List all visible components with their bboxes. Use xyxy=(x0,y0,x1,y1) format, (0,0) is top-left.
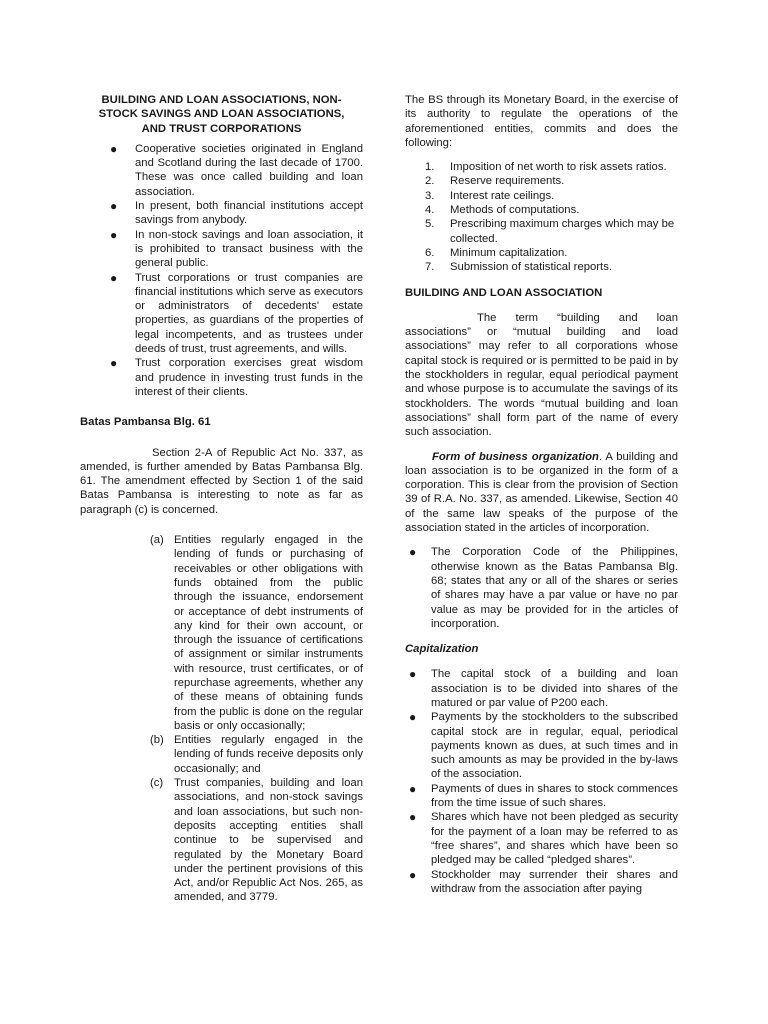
numbered-list xyxy=(405,160,678,274)
document-title: BUILDING AND LOAN ASSOCIATIONS, NON-STOCK SAVINGS AND LOAN ASSOCIATIONS, AND TRUST CORPORATIONS xyxy=(98,94,345,135)
list-item: ● In present, both financial institutions accept savings from anybody. xyxy=(110,199,363,227)
list-item: ● Payments by the stockholders to the subscribed capital stock are in regular, equal, periodical payments known as dues, at such times and in such amounts as may be provided in the by-laws of the association. xyxy=(409,710,678,781)
bla-paragraph: The term “building and loan associations” or “mutual building and load associations” may refer to all corporations whose capital stock is required or is permitted to be paid in by the stockholders in regular, equal periodical payment and whose purpose is to accumulate the savings of its stockholders. The words “mutual building and loan associations” shall form part of the name of every such association. xyxy=(405,311,678,439)
bullet-icon: ● xyxy=(409,781,417,796)
capitalization-bullet-list xyxy=(405,667,678,896)
list-item: ● Stockholder may surrender their shares and withdraw from the association after paying xyxy=(409,867,678,895)
form-paragraph: Form of business organization. A building and loan association is to be organized in the form of a corporation. This is clear from the provision of Section 39 of R.A. No. 337, as amended. Likewise, Section 40 of the same law speaks of the purpose of the association stated in the articles of incorporation. xyxy=(405,450,678,535)
bp-paragraph: Section 2-A of Republic Act No. 337, as amended, is further amended by Batas Pambansa Blg. 61. The amendment effected by Section 1 of the said Batas Pambansa is interesting to note as far as paragraph (c) is concerned. xyxy=(80,446,363,516)
bullet-icon: ● xyxy=(110,141,118,156)
form-bullet-list xyxy=(405,545,678,631)
list-item: 3. Interest rate ceilings. xyxy=(425,189,555,202)
list-item: (c) Trust companies, building and loan associations, and non-stock savings and loan associations, but such non-deposits accepting entities shall continue to be supervised and regulated by the Monetary Board under the pertinent provisions of this Act, and/or Republic Act Nos. 265, as amended, and 3779. xyxy=(150,777,363,904)
list-item: ● The capital stock of a building and loan association is to be divided into shares of the matured or par value of P200 each. xyxy=(409,667,678,709)
list-item: ● Shares which have not been pledged as security for the payment of a loan may be referred to as “free shares”, and shares which have been so pledged may be called “pledged shares”. xyxy=(409,810,678,867)
intro-paragraph: The BS through its Monetary Board, in the exercise of its authority to regulate the operations of the aforementioned entities, commits and does the following: xyxy=(405,94,678,149)
list-item: 1. Imposition of net worth to risk assets ratios. xyxy=(425,161,667,174)
list-item: (a) Entities regularly engaged in the lending of funds or purchasing of receivables or other obligations with funds obtained from the public through the issuance, endorsement or acceptance of debt instruments of any kind for their own account, or through the issuance of certifications of assignment or similar instruments with resource, trust certificates, or of repurchase agreements, whether any of these means of obtaining funds from the public is done on the regular basis or only occasionally; xyxy=(150,534,363,732)
list-item: (b) Entities regularly engaged in the lending of funds receive deposits only occasionally; and xyxy=(150,734,363,775)
list-item: ● In non-stock savings and loan association, it is prohibited to transact business with the general public. xyxy=(110,227,363,270)
left-column xyxy=(80,93,363,905)
list-item: ● The Corporation Code of the Philippines, otherwise known as the Batas Pambansa Blg. 68; states that any or all of the shares or series of shares may have a par value or have no par value as may be provided for in the articles of incorporation. xyxy=(409,545,678,630)
list-item: 4. Methods of computations. xyxy=(425,204,580,217)
sub-item-list xyxy=(150,533,363,905)
bullet-icon: ● xyxy=(110,356,118,371)
bullet-icon: ● xyxy=(110,227,118,242)
bla-heading: BUILDING AND LOAN ASSOCIATION xyxy=(405,286,603,299)
capitalization-heading: Capitalization xyxy=(405,643,479,656)
bullet-icon: ● xyxy=(110,270,118,285)
list-item: ● Payments of dues in shares to stock commences from the time issue of such shares. xyxy=(409,781,678,810)
list-item: 6. Minimum capitalization. xyxy=(425,246,568,259)
bullet-icon: ● xyxy=(409,667,417,682)
intro-bullet-list xyxy=(80,142,363,399)
bullet-icon: ● xyxy=(409,545,417,560)
bullet-icon: ● xyxy=(409,710,417,725)
bullet-icon: ● xyxy=(409,810,417,825)
bp-heading: Batas Pambansa Blg. 61 xyxy=(80,416,211,429)
list-item: 5. Prescribing maximum charges which may be collected. xyxy=(425,218,675,245)
list-item: ● Trust corporation exercises great wisdom and prudence in investing trust funds in the interest of their clients. xyxy=(110,356,363,398)
right-column xyxy=(405,93,678,896)
bullet-icon: ● xyxy=(409,867,417,882)
bullet-icon: ● xyxy=(110,199,118,214)
form-label: Form of business organization xyxy=(432,450,599,463)
list-item: 7. Submission of statistical reports. xyxy=(425,261,612,274)
list-item: ● Cooperative societies originated in England and Scotland during the last decade of 1700. These was once called building and loan association. xyxy=(110,141,363,198)
list-item: 2. Reserve requirements. xyxy=(425,175,565,188)
list-item: ● Trust corporations or trust companies are financial institutions which serve as executors or administrators of decedents' estate properties, as guardians of the properties of legal incompetents, and as trustees under deeds of trust, trust agreements, and wills. xyxy=(110,270,363,356)
